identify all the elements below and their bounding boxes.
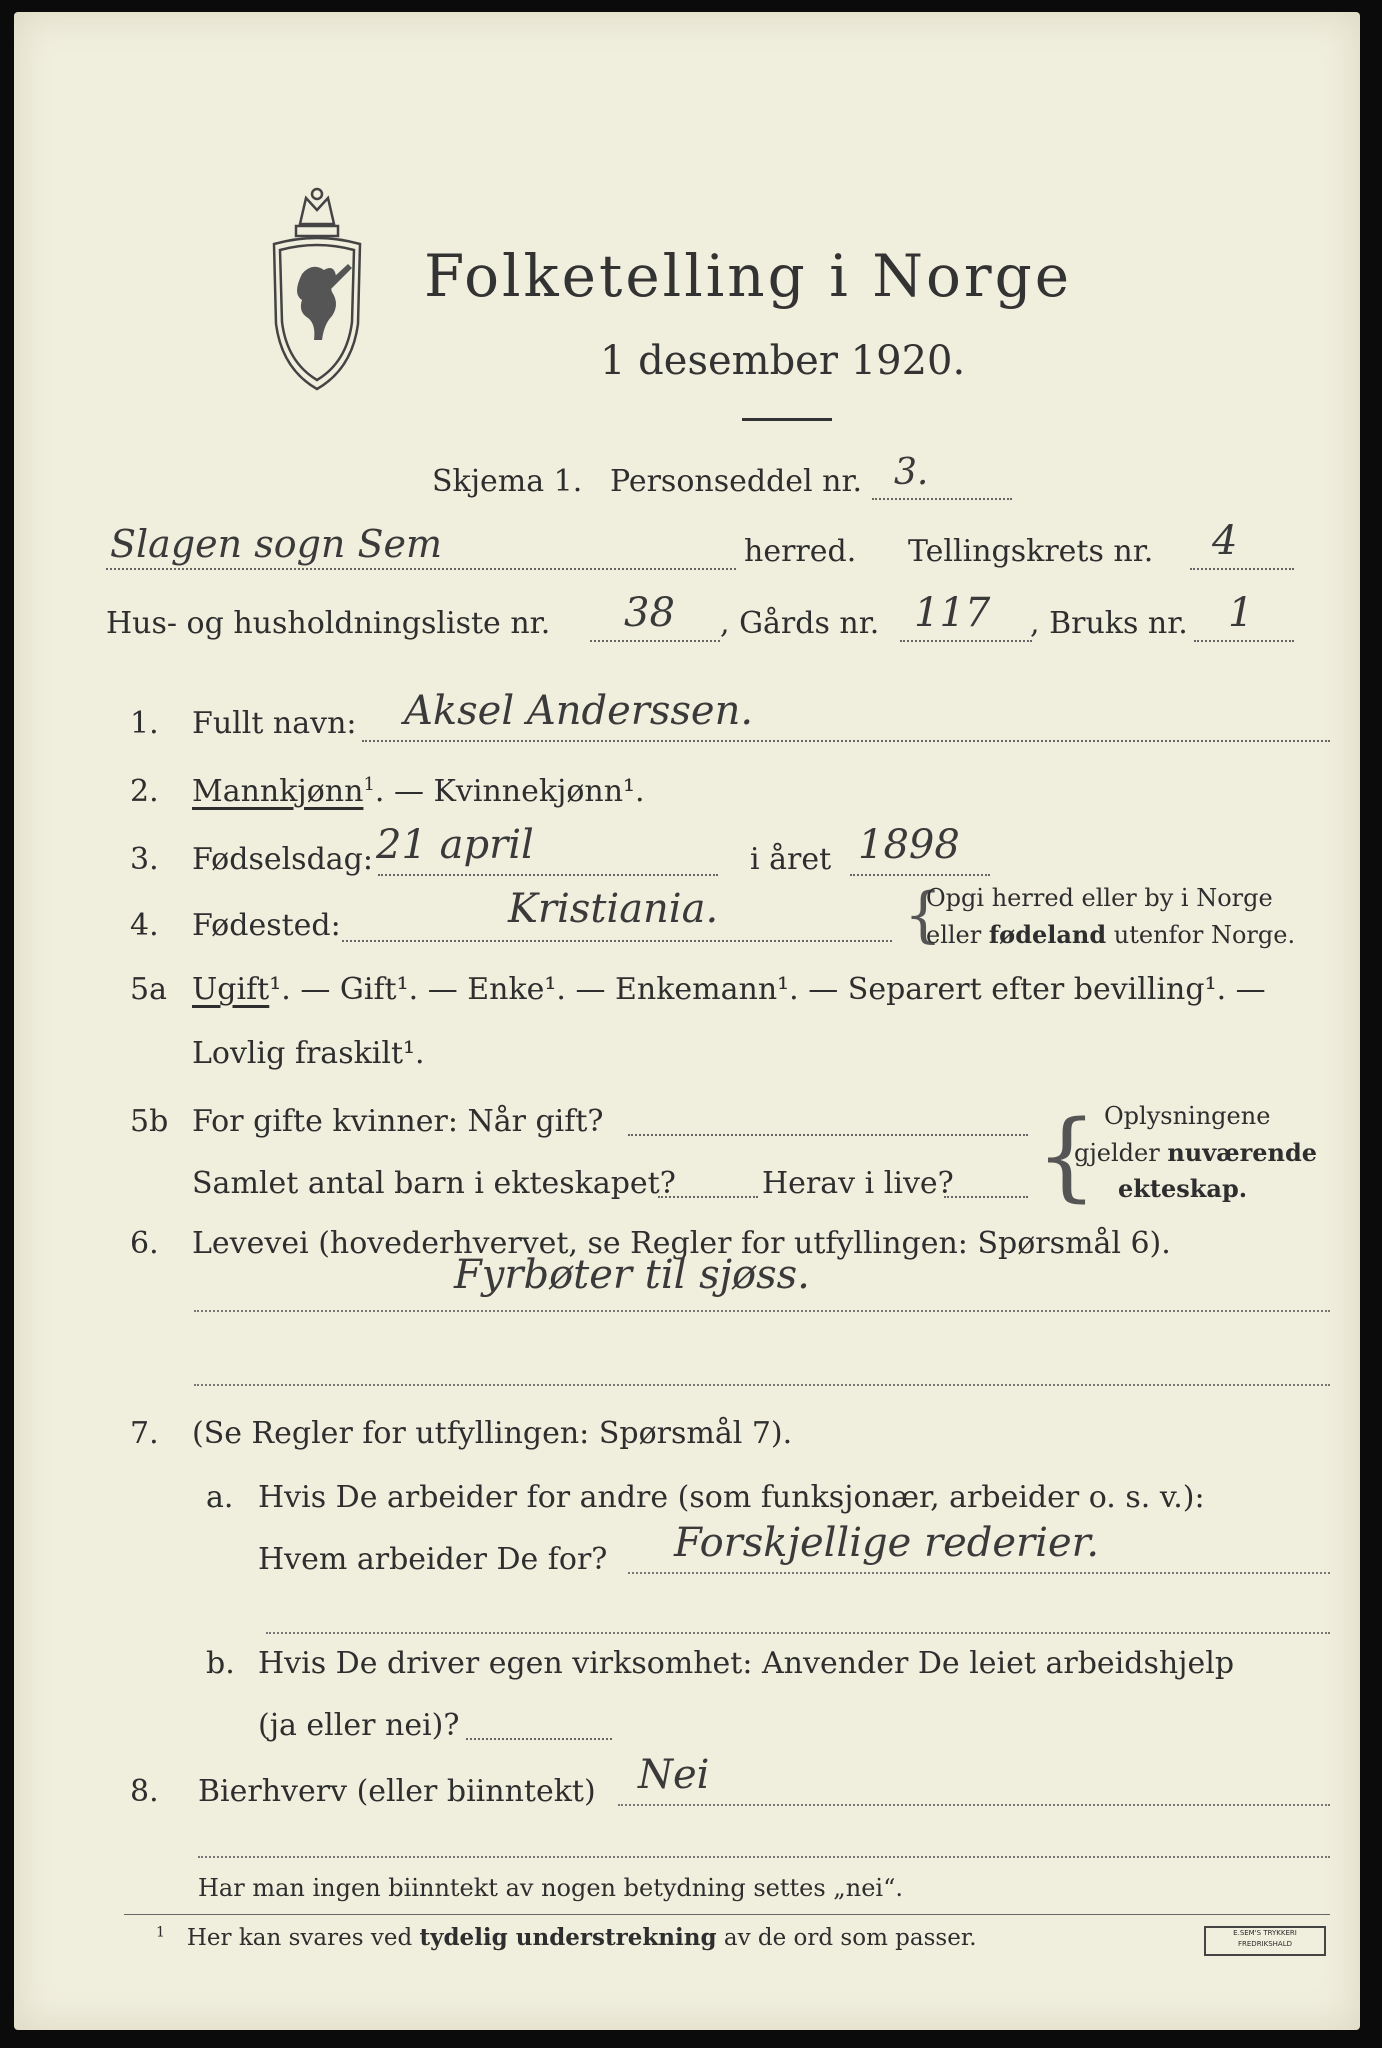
q7b-letter: b. (206, 1646, 235, 1681)
herred-label: herred. (744, 534, 857, 569)
q5b-note-line1: Oplysningene (1104, 1102, 1271, 1130)
gards-value[interactable]: 117 (914, 590, 991, 636)
q8-label: Bierhverv (eller biinntekt) (198, 1774, 596, 1809)
personseddel-line (872, 498, 1012, 500)
q7b-yes-no-label: (ja eller nei)? (258, 1708, 460, 1743)
q8-note: Har man ingen biinntekt av nogen betydning settes „nei“. (198, 1874, 903, 1902)
q2-sex-options (192, 774, 645, 809)
birthday-value[interactable]: 21 april (376, 822, 534, 868)
q7b-label: Hvis De driver egen virksomhet: Anvender De leiet arbeidshjelp (258, 1646, 1235, 1681)
employer-line1 (628, 1572, 1330, 1574)
norwegian-coat-of-arms-icon (262, 184, 372, 394)
birthplace-line (342, 940, 892, 942)
tellingskrets-label: Tellingskrets nr. (908, 534, 1154, 569)
bruks-label: , Bruks nr. (1030, 606, 1188, 641)
birth-year-line (850, 874, 990, 876)
hus-label: Hus- og husholdningsliste nr. (106, 606, 551, 641)
tellingskrets-line (1190, 568, 1294, 570)
occupation-line2 (194, 1384, 1330, 1386)
q5b-note-line3: ekteskap. (1118, 1174, 1248, 1203)
schema-label: Skjema 1. (432, 464, 583, 499)
full-name-line (362, 740, 1330, 742)
occupation-value[interactable]: Fyrbøter til sjøss. (454, 1252, 810, 1298)
side-income-line1 (618, 1804, 1330, 1806)
q5b-alive-label: Herav i live? (762, 1166, 954, 1201)
q7-number: 7. (130, 1416, 159, 1451)
sex-male-option[interactable]: Mannkjønn (192, 774, 364, 809)
title-divider (742, 418, 832, 421)
children-line[interactable] (658, 1196, 758, 1198)
printer-stamp: E.SEM'S TRYKKERI FREDRIKSHALD (1204, 1926, 1326, 1956)
q7a-letter: a. (206, 1480, 234, 1515)
marital-other-options[interactable]: ¹. — Gift¹. — Enke¹. — Enkemann¹. — Separert efter bevilling¹. — (269, 972, 1266, 1007)
q1-label: Fullt navn: (192, 706, 357, 741)
hus-line (590, 640, 720, 642)
q4-note-line2: eller fødeland utenfor Norge. (926, 920, 1296, 949)
birthday-line (378, 874, 718, 876)
side-income-line2 (198, 1856, 1330, 1858)
census-form-sheet (14, 12, 1360, 2030)
q7a-employer-label: Hvem arbeider De for? (258, 1542, 608, 1577)
bruks-value[interactable]: 1 (1228, 590, 1254, 636)
personseddel-value[interactable]: 3. (894, 452, 929, 493)
occupation-line1 (194, 1310, 1330, 1312)
q6-number: 6. (130, 1226, 159, 1261)
q5b-children-label: Samlet antal barn i ekteskapet? (192, 1166, 676, 1201)
side-income-value[interactable]: Nei (638, 1752, 710, 1798)
employer-value[interactable]: Forskjellige rederier. (674, 1520, 1100, 1566)
when-married-line[interactable] (628, 1134, 1028, 1136)
q5b-note-line2: gjelder nuværende (1074, 1138, 1318, 1167)
footer-divider (124, 1914, 1330, 1915)
q5a-number: 5a (130, 972, 167, 1007)
q2-number: 2. (130, 774, 159, 809)
q5a-divorced-option[interactable]: Lovlig fraskilt¹. (192, 1036, 425, 1071)
q4-brace: { (904, 880, 943, 950)
bruks-line (1194, 640, 1294, 642)
q5a-marital-options (192, 972, 1266, 1007)
q2-footnote-ref: 1 (363, 774, 375, 795)
q4-number: 4. (130, 908, 159, 943)
q5b-when-married-label: For gifte kvinner: Når gift? (192, 1104, 604, 1139)
birthplace-value[interactable]: Kristiania. (508, 886, 719, 932)
marital-unmarried-option[interactable]: Ugift (192, 972, 270, 1007)
hired-help-line[interactable] (466, 1738, 612, 1740)
form-title: Folketelling i Norge (424, 242, 1073, 310)
q8-number: 8. (130, 1774, 159, 1809)
sex-female-option[interactable]: . — Kvinnekjønn¹. (374, 774, 645, 809)
census-date: 1 desember 1920. (600, 338, 966, 384)
q1-number: 1. (130, 706, 159, 741)
q4-note-line1: Opgi herred eller by i Norge (926, 884, 1273, 912)
q3-number: 3. (130, 842, 159, 877)
q7a-label: Hvis De arbeider for andre (som funksjonær, arbeider o. s. v.): (258, 1480, 1205, 1515)
employer-line2 (266, 1632, 1330, 1634)
q5b-brace: { (1036, 1100, 1098, 1212)
full-name-value[interactable]: Aksel Anderssen. (404, 688, 754, 734)
gards-line (900, 640, 1032, 642)
footnote: $^1$ Her kan svares ved tydelig understrekning av de ord som passer. (156, 1924, 977, 1951)
q6-label: Levevei (hovederhvervet, se Regler for utfyllingen: Spørsmål 6). (192, 1226, 1171, 1261)
alive-line[interactable] (944, 1196, 1028, 1198)
hus-value[interactable]: 38 (624, 590, 675, 636)
herred-value[interactable]: Slagen sogn Sem (110, 522, 443, 566)
gards-label: , Gårds nr. (720, 606, 880, 641)
q5b-number: 5b (130, 1104, 169, 1139)
birth-year-value[interactable]: 1898 (858, 822, 960, 868)
q4-label: Fødested: (192, 908, 341, 943)
q3-label: Fødselsdag: (192, 842, 373, 877)
personseddel-label: Personseddel nr. (610, 464, 863, 499)
herred-line (106, 568, 736, 570)
q7-label: (Se Regler for utfyllingen: Spørsmål 7). (192, 1416, 793, 1451)
q3-year-label: i året (750, 842, 832, 877)
tellingskrets-value[interactable]: 4 (1212, 518, 1238, 564)
